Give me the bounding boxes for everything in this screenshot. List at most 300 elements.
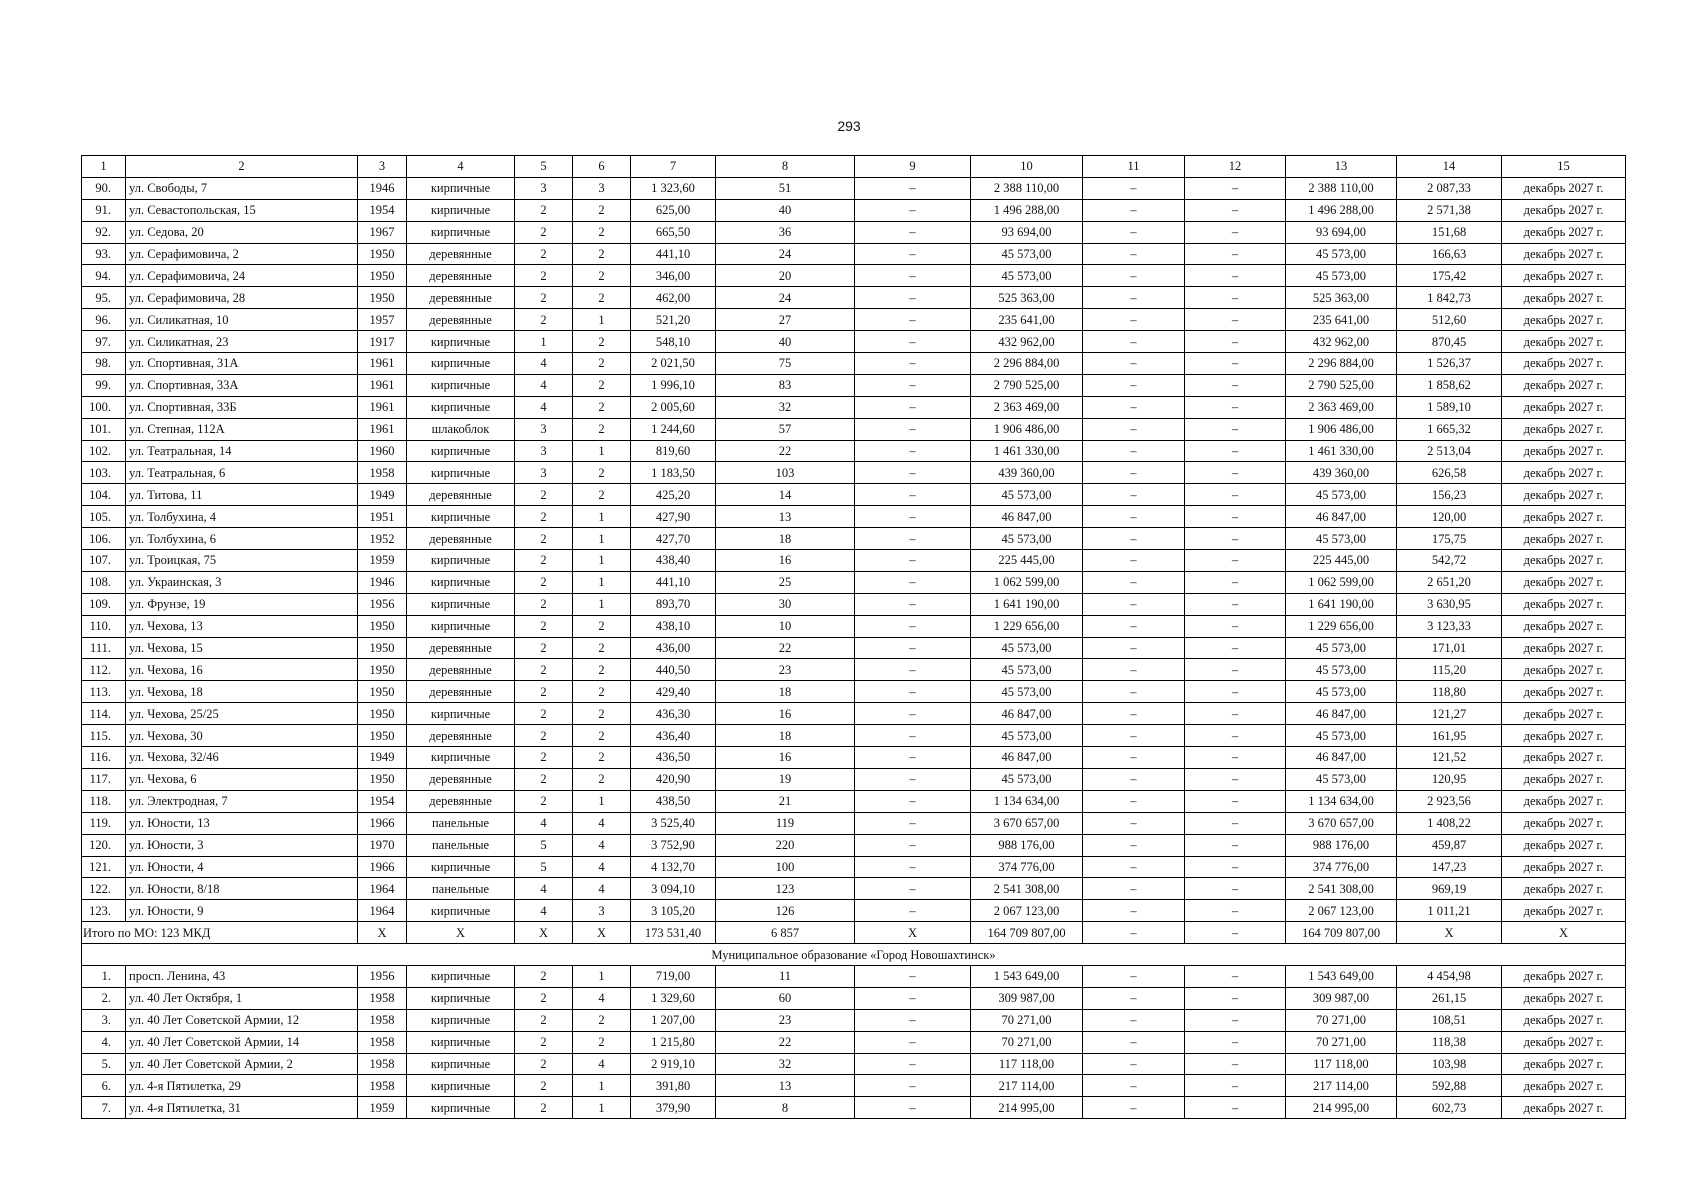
cell-cost-total: 1 461 330,00 <box>971 440 1083 462</box>
cell-col-11: – <box>1083 615 1185 637</box>
cell-col-12: – <box>1185 593 1286 615</box>
cell-cost-total: 214 995,00 <box>971 1097 1083 1119</box>
cell-cost-total: 70 271,00 <box>971 1031 1083 1053</box>
cell-col-9: – <box>855 878 971 900</box>
table-row <box>82 571 1626 593</box>
cell-cost-per-sqm: 121,27 <box>1397 703 1502 725</box>
cell-year: 1946 <box>358 177 407 199</box>
cell-wall-material: кирпичные <box>407 965 515 987</box>
cell-col-12: – <box>1185 987 1286 1009</box>
cell-year: 1950 <box>358 615 407 637</box>
cell-col-12: – <box>1185 571 1286 593</box>
cell-area: 665,50 <box>631 221 716 243</box>
cell-address: ул. Чехова, 16 <box>126 659 358 681</box>
total-label: Итого по МО: 123 МКД <box>82 922 358 944</box>
cell-row-number: 100. <box>82 396 126 418</box>
cell-row-number: 90. <box>82 177 126 199</box>
cell-residents: 75 <box>716 353 855 375</box>
cell-wall-material: кирпичные <box>407 987 515 1009</box>
cell-deadline: декабрь 2027 г. <box>1502 177 1626 199</box>
cell-residents: 23 <box>716 1009 855 1031</box>
cell-year: 1966 <box>358 812 407 834</box>
cell-col-12: – <box>1185 374 1286 396</box>
table-row <box>82 987 1626 1009</box>
cell-col-11: – <box>1083 440 1185 462</box>
cell-col-9: – <box>855 221 971 243</box>
cell-wall-material: деревянные <box>407 659 515 681</box>
cell-address: ул. 4-я Пятилетка, 31 <box>126 1097 358 1119</box>
cell-cost-sum: 1 229 656,00 <box>1286 615 1397 637</box>
cell-area: 1 215,80 <box>631 1031 716 1053</box>
cell-area: 3 105,20 <box>631 900 716 922</box>
cell-floors: 4 <box>515 900 573 922</box>
cell-col-11: – <box>1083 1053 1185 1075</box>
cell-cost-per-sqm: 1 858,62 <box>1397 374 1502 396</box>
cell-cost-total: 432 962,00 <box>971 331 1083 353</box>
cell-residents: 18 <box>716 681 855 703</box>
cell-year: 1960 <box>358 440 407 462</box>
cell-deadline: декабрь 2027 г. <box>1502 965 1626 987</box>
total-cell: X <box>1502 922 1626 944</box>
cell-cost-sum: 70 271,00 <box>1286 1031 1397 1053</box>
cell-row-number: 108. <box>82 571 126 593</box>
cell-year: 1961 <box>358 353 407 375</box>
cell-area: 379,90 <box>631 1097 716 1119</box>
cell-address: ул. Украинская, 3 <box>126 571 358 593</box>
cell-cost-per-sqm: 261,15 <box>1397 987 1502 1009</box>
cell-address: ул. Юности, 3 <box>126 834 358 856</box>
cell-col-11: – <box>1083 987 1185 1009</box>
cell-deadline: декабрь 2027 г. <box>1502 768 1626 790</box>
cell-deadline: декабрь 2027 г. <box>1502 1097 1626 1119</box>
cell-deadline: декабрь 2027 г. <box>1502 353 1626 375</box>
cell-deadline: декабрь 2027 г. <box>1502 571 1626 593</box>
cell-cost-sum: 45 573,00 <box>1286 637 1397 659</box>
cell-col-11: – <box>1083 790 1185 812</box>
cell-wall-material: кирпичные <box>407 1053 515 1075</box>
cell-col-9: – <box>855 418 971 440</box>
cell-col-11: – <box>1083 462 1185 484</box>
cell-cost-per-sqm: 1 526,37 <box>1397 353 1502 375</box>
cell-cost-per-sqm: 3 630,95 <box>1397 593 1502 615</box>
cell-col-12: – <box>1185 812 1286 834</box>
cell-row-number: 109. <box>82 593 126 615</box>
cell-wall-material: деревянные <box>407 265 515 287</box>
cell-floors: 2 <box>515 1009 573 1031</box>
cell-cost-total: 45 573,00 <box>971 681 1083 703</box>
cell-residents: 21 <box>716 790 855 812</box>
cell-area: 4 132,70 <box>631 856 716 878</box>
cell-entrances: 1 <box>573 790 631 812</box>
cell-col-9: – <box>855 309 971 331</box>
cell-area: 719,00 <box>631 965 716 987</box>
cell-col-11: – <box>1083 177 1185 199</box>
cell-address: ул. Чехова, 6 <box>126 768 358 790</box>
cell-cost-per-sqm: 1 011,21 <box>1397 900 1502 922</box>
cell-year: 1946 <box>358 571 407 593</box>
cell-cost-sum: 309 987,00 <box>1286 987 1397 1009</box>
column-header: 11 <box>1083 156 1185 178</box>
cell-deadline: декабрь 2027 г. <box>1502 615 1626 637</box>
cell-residents: 40 <box>716 331 855 353</box>
cell-floors: 2 <box>515 747 573 769</box>
cell-deadline: декабрь 2027 г. <box>1502 659 1626 681</box>
cell-col-9: – <box>855 615 971 637</box>
cell-cost-total: 988 176,00 <box>971 834 1083 856</box>
cell-col-9: – <box>855 900 971 922</box>
cell-entrances: 4 <box>573 812 631 834</box>
cell-floors: 2 <box>515 725 573 747</box>
cell-deadline: декабрь 2027 г. <box>1502 528 1626 550</box>
cell-area: 1 329,60 <box>631 987 716 1009</box>
cell-col-9: – <box>855 987 971 1009</box>
cell-cost-sum: 45 573,00 <box>1286 484 1397 506</box>
column-header: 8 <box>716 156 855 178</box>
table-row <box>82 396 1626 418</box>
cell-address: ул. 40 Лет Советской Армии, 14 <box>126 1031 358 1053</box>
cell-row-number: 112. <box>82 659 126 681</box>
cell-floors: 2 <box>515 484 573 506</box>
cell-address: ул. Юности, 13 <box>126 812 358 834</box>
cell-area: 2 005,60 <box>631 396 716 418</box>
cell-residents: 27 <box>716 309 855 331</box>
cell-area: 425,20 <box>631 484 716 506</box>
cell-col-12: – <box>1185 331 1286 353</box>
cell-cost-sum: 1 543 649,00 <box>1286 965 1397 987</box>
cell-col-9: – <box>855 725 971 747</box>
table-row <box>82 703 1626 725</box>
section-title: Муниципальное образование «Город Новошахтинск» <box>82 944 1626 966</box>
cell-area: 1 207,00 <box>631 1009 716 1031</box>
cell-cost-per-sqm: 103,98 <box>1397 1053 1502 1075</box>
cell-floors: 2 <box>515 243 573 265</box>
cell-floors: 2 <box>515 265 573 287</box>
cell-cost-total: 3 670 657,00 <box>971 812 1083 834</box>
cell-residents: 19 <box>716 768 855 790</box>
cell-deadline: декабрь 2027 г. <box>1502 550 1626 572</box>
section-row <box>82 944 1626 966</box>
cell-col-12: – <box>1185 725 1286 747</box>
cell-deadline: декабрь 2027 г. <box>1502 747 1626 769</box>
cell-year: 1957 <box>358 309 407 331</box>
table-row <box>82 374 1626 396</box>
cell-col-9: – <box>855 790 971 812</box>
cell-cost-per-sqm: 2 513,04 <box>1397 440 1502 462</box>
cell-wall-material: кирпичные <box>407 1009 515 1031</box>
cell-cost-total: 117 118,00 <box>971 1053 1083 1075</box>
cell-residents: 23 <box>716 659 855 681</box>
cell-row-number: 93. <box>82 243 126 265</box>
cell-col-11: – <box>1083 243 1185 265</box>
cell-cost-sum: 45 573,00 <box>1286 768 1397 790</box>
table-row <box>82 287 1626 309</box>
cell-col-12: – <box>1185 309 1286 331</box>
cell-col-9: – <box>855 462 971 484</box>
cell-cost-sum: 45 573,00 <box>1286 528 1397 550</box>
cell-col-11: – <box>1083 221 1185 243</box>
cell-col-11: – <box>1083 747 1185 769</box>
cell-deadline: декабрь 2027 г. <box>1502 987 1626 1009</box>
cell-deadline: декабрь 2027 г. <box>1502 265 1626 287</box>
cell-cost-total: 45 573,00 <box>971 528 1083 550</box>
cell-row-number: 96. <box>82 309 126 331</box>
cell-row-number: 106. <box>82 528 126 550</box>
cell-entrances: 2 <box>573 462 631 484</box>
cell-area: 625,00 <box>631 199 716 221</box>
cell-residents: 18 <box>716 528 855 550</box>
table-row <box>82 681 1626 703</box>
cell-entrances: 2 <box>573 615 631 637</box>
cell-cost-per-sqm: 2 571,38 <box>1397 199 1502 221</box>
cell-cost-sum: 1 134 634,00 <box>1286 790 1397 812</box>
column-header: 3 <box>358 156 407 178</box>
cell-row-number: 2. <box>82 987 126 1009</box>
cell-wall-material: кирпичные <box>407 221 515 243</box>
cell-year: 1950 <box>358 681 407 703</box>
cell-row-number: 7. <box>82 1097 126 1119</box>
cell-deadline: декабрь 2027 г. <box>1502 309 1626 331</box>
cell-col-9: – <box>855 659 971 681</box>
cell-entrances: 2 <box>573 374 631 396</box>
cell-floors: 2 <box>515 987 573 1009</box>
cell-year: 1917 <box>358 331 407 353</box>
cell-cost-total: 217 114,00 <box>971 1075 1083 1097</box>
cell-year: 1950 <box>358 265 407 287</box>
cell-year: 1961 <box>358 396 407 418</box>
cell-residents: 119 <box>716 812 855 834</box>
cell-floors: 2 <box>515 506 573 528</box>
cell-year: 1958 <box>358 1075 407 1097</box>
cell-floors: 2 <box>515 199 573 221</box>
cell-address: ул. Толбухина, 4 <box>126 506 358 528</box>
cell-entrances: 2 <box>573 221 631 243</box>
cell-deadline: декабрь 2027 г. <box>1502 374 1626 396</box>
cell-deadline: декабрь 2027 г. <box>1502 506 1626 528</box>
cell-residents: 103 <box>716 462 855 484</box>
cell-year: 1954 <box>358 199 407 221</box>
cell-cost-sum: 70 271,00 <box>1286 1009 1397 1031</box>
cell-row-number: 99. <box>82 374 126 396</box>
cell-area: 521,20 <box>631 309 716 331</box>
cell-cost-total: 2 388 110,00 <box>971 177 1083 199</box>
cell-wall-material: деревянные <box>407 528 515 550</box>
cell-cost-sum: 2 541 308,00 <box>1286 878 1397 900</box>
cell-entrances: 1 <box>573 1097 631 1119</box>
cell-wall-material: деревянные <box>407 287 515 309</box>
cell-year: 1950 <box>358 659 407 681</box>
table-row <box>82 856 1626 878</box>
cell-cost-total: 2 541 308,00 <box>971 878 1083 900</box>
cell-deadline: декабрь 2027 г. <box>1502 396 1626 418</box>
cell-cost-sum: 374 776,00 <box>1286 856 1397 878</box>
cell-col-9: – <box>855 1009 971 1031</box>
cell-col-9: – <box>855 287 971 309</box>
cell-year: 1961 <box>358 418 407 440</box>
cell-wall-material: кирпичные <box>407 353 515 375</box>
cell-residents: 126 <box>716 900 855 922</box>
cell-floors: 3 <box>515 440 573 462</box>
cell-deadline: декабрь 2027 г. <box>1502 221 1626 243</box>
cell-area: 420,90 <box>631 768 716 790</box>
cell-row-number: 118. <box>82 790 126 812</box>
table-row <box>82 965 1626 987</box>
cell-cost-total: 2 067 123,00 <box>971 900 1083 922</box>
cell-cost-sum: 2 067 123,00 <box>1286 900 1397 922</box>
cell-entrances: 2 <box>573 396 631 418</box>
cell-cost-total: 45 573,00 <box>971 484 1083 506</box>
cell-entrances: 1 <box>573 1075 631 1097</box>
cell-entrances: 4 <box>573 878 631 900</box>
cell-col-12: – <box>1185 396 1286 418</box>
cell-cost-total: 70 271,00 <box>971 1009 1083 1031</box>
cell-cost-sum: 225 445,00 <box>1286 550 1397 572</box>
cell-floors: 2 <box>515 1031 573 1053</box>
cell-cost-sum: 45 573,00 <box>1286 265 1397 287</box>
table-row <box>82 659 1626 681</box>
cell-year: 1950 <box>358 637 407 659</box>
cell-col-9: – <box>855 353 971 375</box>
cell-wall-material: панельные <box>407 812 515 834</box>
cell-col-11: – <box>1083 1097 1185 1119</box>
cell-cost-per-sqm: 118,38 <box>1397 1031 1502 1053</box>
cell-entrances: 1 <box>573 440 631 462</box>
cell-col-9: – <box>855 747 971 769</box>
cell-address: ул. Серафимовича, 24 <box>126 265 358 287</box>
cell-area: 436,40 <box>631 725 716 747</box>
cell-residents: 40 <box>716 199 855 221</box>
total-cell: 164 709 807,00 <box>1286 922 1397 944</box>
cell-cost-total: 45 573,00 <box>971 768 1083 790</box>
table-row <box>82 506 1626 528</box>
cell-address: ул. Спортивная, 31А <box>126 353 358 375</box>
cell-entrances: 4 <box>573 1053 631 1075</box>
cell-cost-sum: 217 114,00 <box>1286 1075 1397 1097</box>
cell-col-12: – <box>1185 878 1286 900</box>
cell-entrances: 4 <box>573 987 631 1009</box>
cell-col-11: – <box>1083 812 1185 834</box>
cell-address: ул. Юности, 9 <box>126 900 358 922</box>
cell-floors: 2 <box>515 221 573 243</box>
cell-cost-per-sqm: 1 665,32 <box>1397 418 1502 440</box>
cell-entrances: 2 <box>573 199 631 221</box>
cell-col-9: – <box>855 550 971 572</box>
cell-deadline: декабрь 2027 г. <box>1502 681 1626 703</box>
cell-year: 1949 <box>358 747 407 769</box>
cell-area: 3 525,40 <box>631 812 716 834</box>
cell-col-11: – <box>1083 856 1185 878</box>
cell-entrances: 2 <box>573 659 631 681</box>
cell-cost-total: 45 573,00 <box>971 265 1083 287</box>
cell-area: 1 244,60 <box>631 418 716 440</box>
cell-col-9: – <box>855 703 971 725</box>
cell-cost-sum: 46 847,00 <box>1286 506 1397 528</box>
cell-col-12: – <box>1185 747 1286 769</box>
cell-row-number: 4. <box>82 1031 126 1053</box>
cell-deadline: декабрь 2027 г. <box>1502 878 1626 900</box>
cell-col-12: – <box>1185 462 1286 484</box>
cell-cost-sum: 117 118,00 <box>1286 1053 1397 1075</box>
cell-deadline: декабрь 2027 г. <box>1502 199 1626 221</box>
cell-wall-material: деревянные <box>407 484 515 506</box>
cell-entrances: 1 <box>573 593 631 615</box>
cell-cost-total: 1 543 649,00 <box>971 965 1083 987</box>
cell-cost-per-sqm: 175,42 <box>1397 265 1502 287</box>
table-row <box>82 725 1626 747</box>
cell-cost-total: 45 573,00 <box>971 659 1083 681</box>
cell-wall-material: деревянные <box>407 637 515 659</box>
cell-cost-sum: 45 573,00 <box>1286 681 1397 703</box>
cell-col-11: – <box>1083 199 1185 221</box>
cell-deadline: декабрь 2027 г. <box>1502 440 1626 462</box>
cell-year: 1959 <box>358 550 407 572</box>
column-header: 4 <box>407 156 515 178</box>
cell-cost-total: 2 790 525,00 <box>971 374 1083 396</box>
cell-year: 1959 <box>358 1097 407 1119</box>
cell-cost-per-sqm: 118,80 <box>1397 681 1502 703</box>
cell-residents: 14 <box>716 484 855 506</box>
cell-row-number: 101. <box>82 418 126 440</box>
cell-year: 1964 <box>358 878 407 900</box>
cell-cost-per-sqm: 592,88 <box>1397 1075 1502 1097</box>
cell-cost-total: 1 134 634,00 <box>971 790 1083 812</box>
cell-address: ул. Театральная, 6 <box>126 462 358 484</box>
cell-wall-material: деревянные <box>407 768 515 790</box>
cell-entrances: 3 <box>573 177 631 199</box>
cell-address: ул. Спортивная, 33Б <box>126 396 358 418</box>
cell-row-number: 92. <box>82 221 126 243</box>
cell-floors: 2 <box>515 550 573 572</box>
cell-cost-total: 235 641,00 <box>971 309 1083 331</box>
cell-residents: 32 <box>716 396 855 418</box>
cell-col-9: – <box>855 571 971 593</box>
cell-residents: 57 <box>716 418 855 440</box>
cell-wall-material: кирпичные <box>407 506 515 528</box>
cell-area: 462,00 <box>631 287 716 309</box>
cell-wall-material: кирпичные <box>407 199 515 221</box>
cell-floors: 4 <box>515 812 573 834</box>
cell-cost-sum: 525 363,00 <box>1286 287 1397 309</box>
cell-floors: 2 <box>515 1075 573 1097</box>
cell-col-12: – <box>1185 1075 1286 1097</box>
cell-row-number: 91. <box>82 199 126 221</box>
cell-wall-material: кирпичные <box>407 1097 515 1119</box>
cell-area: 3 094,10 <box>631 878 716 900</box>
cell-row-number: 115. <box>82 725 126 747</box>
cell-cost-sum: 1 461 330,00 <box>1286 440 1397 462</box>
table-row <box>82 440 1626 462</box>
cell-year: 1958 <box>358 1053 407 1075</box>
cell-deadline: декабрь 2027 г. <box>1502 725 1626 747</box>
cell-col-9: – <box>855 1097 971 1119</box>
cell-deadline: декабрь 2027 г. <box>1502 1031 1626 1053</box>
table-row <box>82 593 1626 615</box>
cell-cost-sum: 46 847,00 <box>1286 703 1397 725</box>
cell-deadline: декабрь 2027 г. <box>1502 462 1626 484</box>
cell-area: 436,30 <box>631 703 716 725</box>
cell-cost-total: 1 062 599,00 <box>971 571 1083 593</box>
page-number: 293 <box>837 118 861 134</box>
cell-entrances: 1 <box>573 506 631 528</box>
cell-col-9: – <box>855 812 971 834</box>
column-header: 14 <box>1397 156 1502 178</box>
cell-address: ул. Степная, 112А <box>126 418 358 440</box>
total-cell: X <box>515 922 573 944</box>
cell-col-11: – <box>1083 396 1185 418</box>
cell-year: 1961 <box>358 374 407 396</box>
cell-entrances: 2 <box>573 331 631 353</box>
table-row <box>82 747 1626 769</box>
cell-entrances: 4 <box>573 856 631 878</box>
